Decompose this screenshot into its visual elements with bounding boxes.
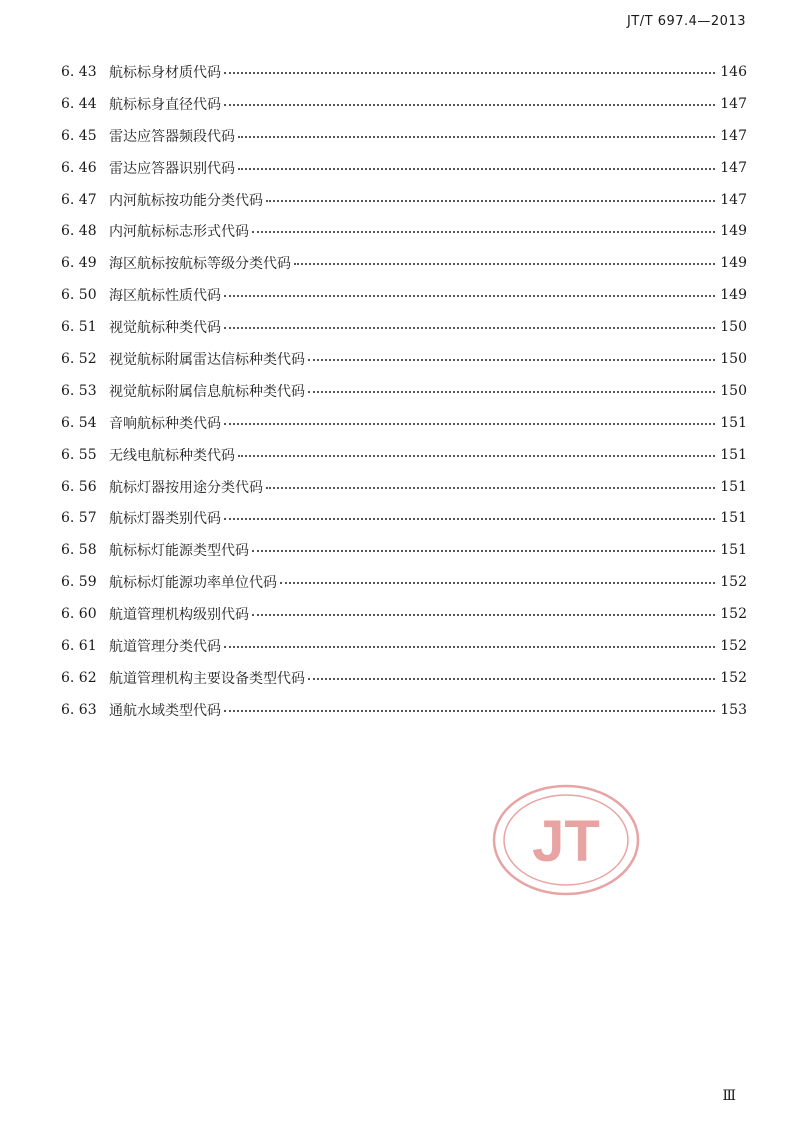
toc-entry-title: 航道管理分类代码 (109, 638, 221, 655)
toc-entry-number: 6. 56 (61, 478, 97, 495)
toc-entry-page: 149 (720, 287, 747, 304)
toc-entry-page: 153 (720, 701, 747, 718)
toc-entry[interactable] (61, 311, 747, 343)
toc-entry-page: 149 (720, 223, 747, 240)
toc-entry-title: 雷达应答器识别代码 (109, 160, 235, 177)
toc-dot-leader (252, 550, 715, 552)
toc-entry[interactable] (61, 566, 747, 598)
toc-entry-title: 航标标灯能源类型代码 (109, 543, 249, 560)
toc-entry-number: 6. 59 (61, 574, 97, 591)
toc-entry-page: 146 (720, 63, 747, 80)
toc-entry[interactable] (61, 120, 747, 152)
toc-entry-number: 6. 45 (61, 127, 97, 144)
toc-dot-leader (252, 231, 715, 233)
toc-entry-number: 6. 51 (61, 319, 97, 336)
toc-entry-title: 雷达应答器频段代码 (109, 128, 235, 145)
toc-entry-page: 147 (720, 191, 747, 208)
toc-dot-leader (308, 359, 715, 361)
toc-entry-title: 视觉航标附属信息航标种类代码 (109, 383, 305, 400)
toc-entry-number: 6. 62 (61, 669, 97, 686)
toc-entry-number: 6. 48 (61, 223, 97, 240)
toc-entry[interactable] (61, 247, 747, 279)
toc-entry[interactable] (61, 407, 747, 439)
toc-entry-title: 无线电航标种类代码 (109, 447, 235, 464)
stamp-logo-text: JT (532, 809, 600, 874)
toc-entry[interactable] (61, 184, 747, 216)
toc-entry[interactable] (61, 375, 747, 407)
toc-entry-page: 147 (720, 159, 747, 176)
toc-entry[interactable] (61, 662, 747, 694)
toc-entry[interactable] (61, 439, 747, 471)
toc-dot-leader (252, 614, 715, 616)
toc-entry-number: 6. 63 (61, 701, 97, 718)
toc-entry-page: 152 (720, 606, 747, 623)
toc-entry-page: 150 (720, 382, 747, 399)
table-of-contents (61, 56, 747, 726)
toc-dot-leader (224, 423, 715, 425)
toc-entry-title: 海区航标性质代码 (109, 288, 221, 305)
toc-dot-leader (280, 582, 715, 584)
toc-entry-title: 海区航标按航标等级分类代码 (109, 256, 291, 273)
toc-dot-leader (266, 200, 715, 202)
toc-entry-page: 150 (720, 319, 747, 336)
toc-entry-title: 航标标身材质代码 (109, 64, 221, 81)
toc-entry-number: 6. 44 (61, 95, 97, 112)
toc-dot-leader (238, 136, 715, 138)
toc-entry-number: 6. 52 (61, 350, 97, 367)
toc-dot-leader (238, 455, 715, 457)
toc-entry-page: 151 (720, 510, 747, 527)
toc-entry-title: 航标灯器按用途分类代码 (109, 479, 263, 496)
toc-entry[interactable] (61, 279, 747, 311)
toc-entry[interactable] (61, 88, 747, 120)
toc-entry-page: 149 (720, 255, 747, 272)
toc-dot-leader (224, 72, 715, 74)
toc-dot-leader (308, 391, 715, 393)
toc-entry-title: 通航水域类型代码 (109, 702, 221, 719)
toc-entry[interactable] (61, 694, 747, 726)
toc-entry[interactable] (61, 343, 747, 375)
toc-dot-leader (294, 263, 715, 265)
toc-entry-title: 内河航标标志形式代码 (109, 224, 249, 241)
toc-entry-number: 6. 46 (61, 159, 97, 176)
document-code: JT/T 697.4—2013 (626, 14, 746, 29)
toc-entry-number: 6. 53 (61, 382, 97, 399)
toc-entry-number: 6. 61 (61, 637, 97, 654)
toc-entry[interactable] (61, 502, 747, 534)
toc-entry-page: 147 (720, 95, 747, 112)
toc-dot-leader (224, 295, 715, 297)
toc-entry-title: 航标标身直径代码 (109, 96, 221, 113)
toc-entry-title: 航道管理机构主要设备类型代码 (109, 670, 305, 687)
toc-entry-number: 6. 55 (61, 446, 97, 463)
toc-dot-leader (224, 710, 715, 712)
jt-watermark-stamp (491, 783, 641, 897)
toc-entry[interactable] (61, 598, 747, 630)
toc-dot-leader (266, 487, 715, 489)
toc-entry-page: 151 (720, 414, 747, 431)
toc-entry[interactable] (61, 56, 747, 88)
toc-entry-page: 152 (720, 669, 747, 686)
toc-entry[interactable] (61, 215, 747, 247)
toc-entry-number: 6. 60 (61, 606, 97, 623)
toc-entry-page: 152 (720, 637, 747, 654)
toc-entry[interactable] (61, 534, 747, 566)
toc-dot-leader (224, 518, 715, 520)
toc-entry[interactable] (61, 630, 747, 662)
toc-entry[interactable] (61, 152, 747, 184)
toc-entry-title: 视觉航标种类代码 (109, 320, 221, 337)
toc-entry-title: 航道管理机构级别代码 (109, 607, 249, 624)
toc-dot-leader (308, 678, 715, 680)
toc-entry-page: 150 (720, 350, 747, 367)
toc-dot-leader (238, 168, 715, 170)
toc-entry-title: 内河航标按功能分类代码 (109, 192, 263, 209)
toc-dot-leader (224, 104, 715, 106)
toc-entry-number: 6. 57 (61, 510, 97, 527)
toc-dot-leader (224, 646, 715, 648)
toc-entry-page: 152 (720, 574, 747, 591)
toc-entry-number: 6. 54 (61, 414, 97, 431)
toc-entry-number: 6. 49 (61, 255, 97, 272)
toc-entry[interactable] (61, 471, 747, 503)
toc-entry-page: 147 (720, 127, 747, 144)
toc-entry-number: 6. 58 (61, 542, 97, 559)
toc-dot-leader (224, 327, 715, 329)
toc-entry-title: 音响航标种类代码 (109, 415, 221, 432)
toc-entry-number: 6. 47 (61, 191, 97, 208)
toc-entry-number: 6. 43 (61, 63, 97, 80)
toc-entry-page: 151 (720, 446, 747, 463)
toc-entry-title: 航标灯器类别代码 (109, 511, 221, 528)
toc-entry-page: 151 (720, 478, 747, 495)
toc-entry-page: 151 (720, 542, 747, 559)
toc-entry-title: 视觉航标附属雷达信标种类代码 (109, 351, 305, 368)
toc-entry-number: 6. 50 (61, 287, 97, 304)
toc-entry-title: 航标标灯能源功率单位代码 (109, 575, 277, 592)
page-number: Ⅲ (722, 1088, 736, 1104)
